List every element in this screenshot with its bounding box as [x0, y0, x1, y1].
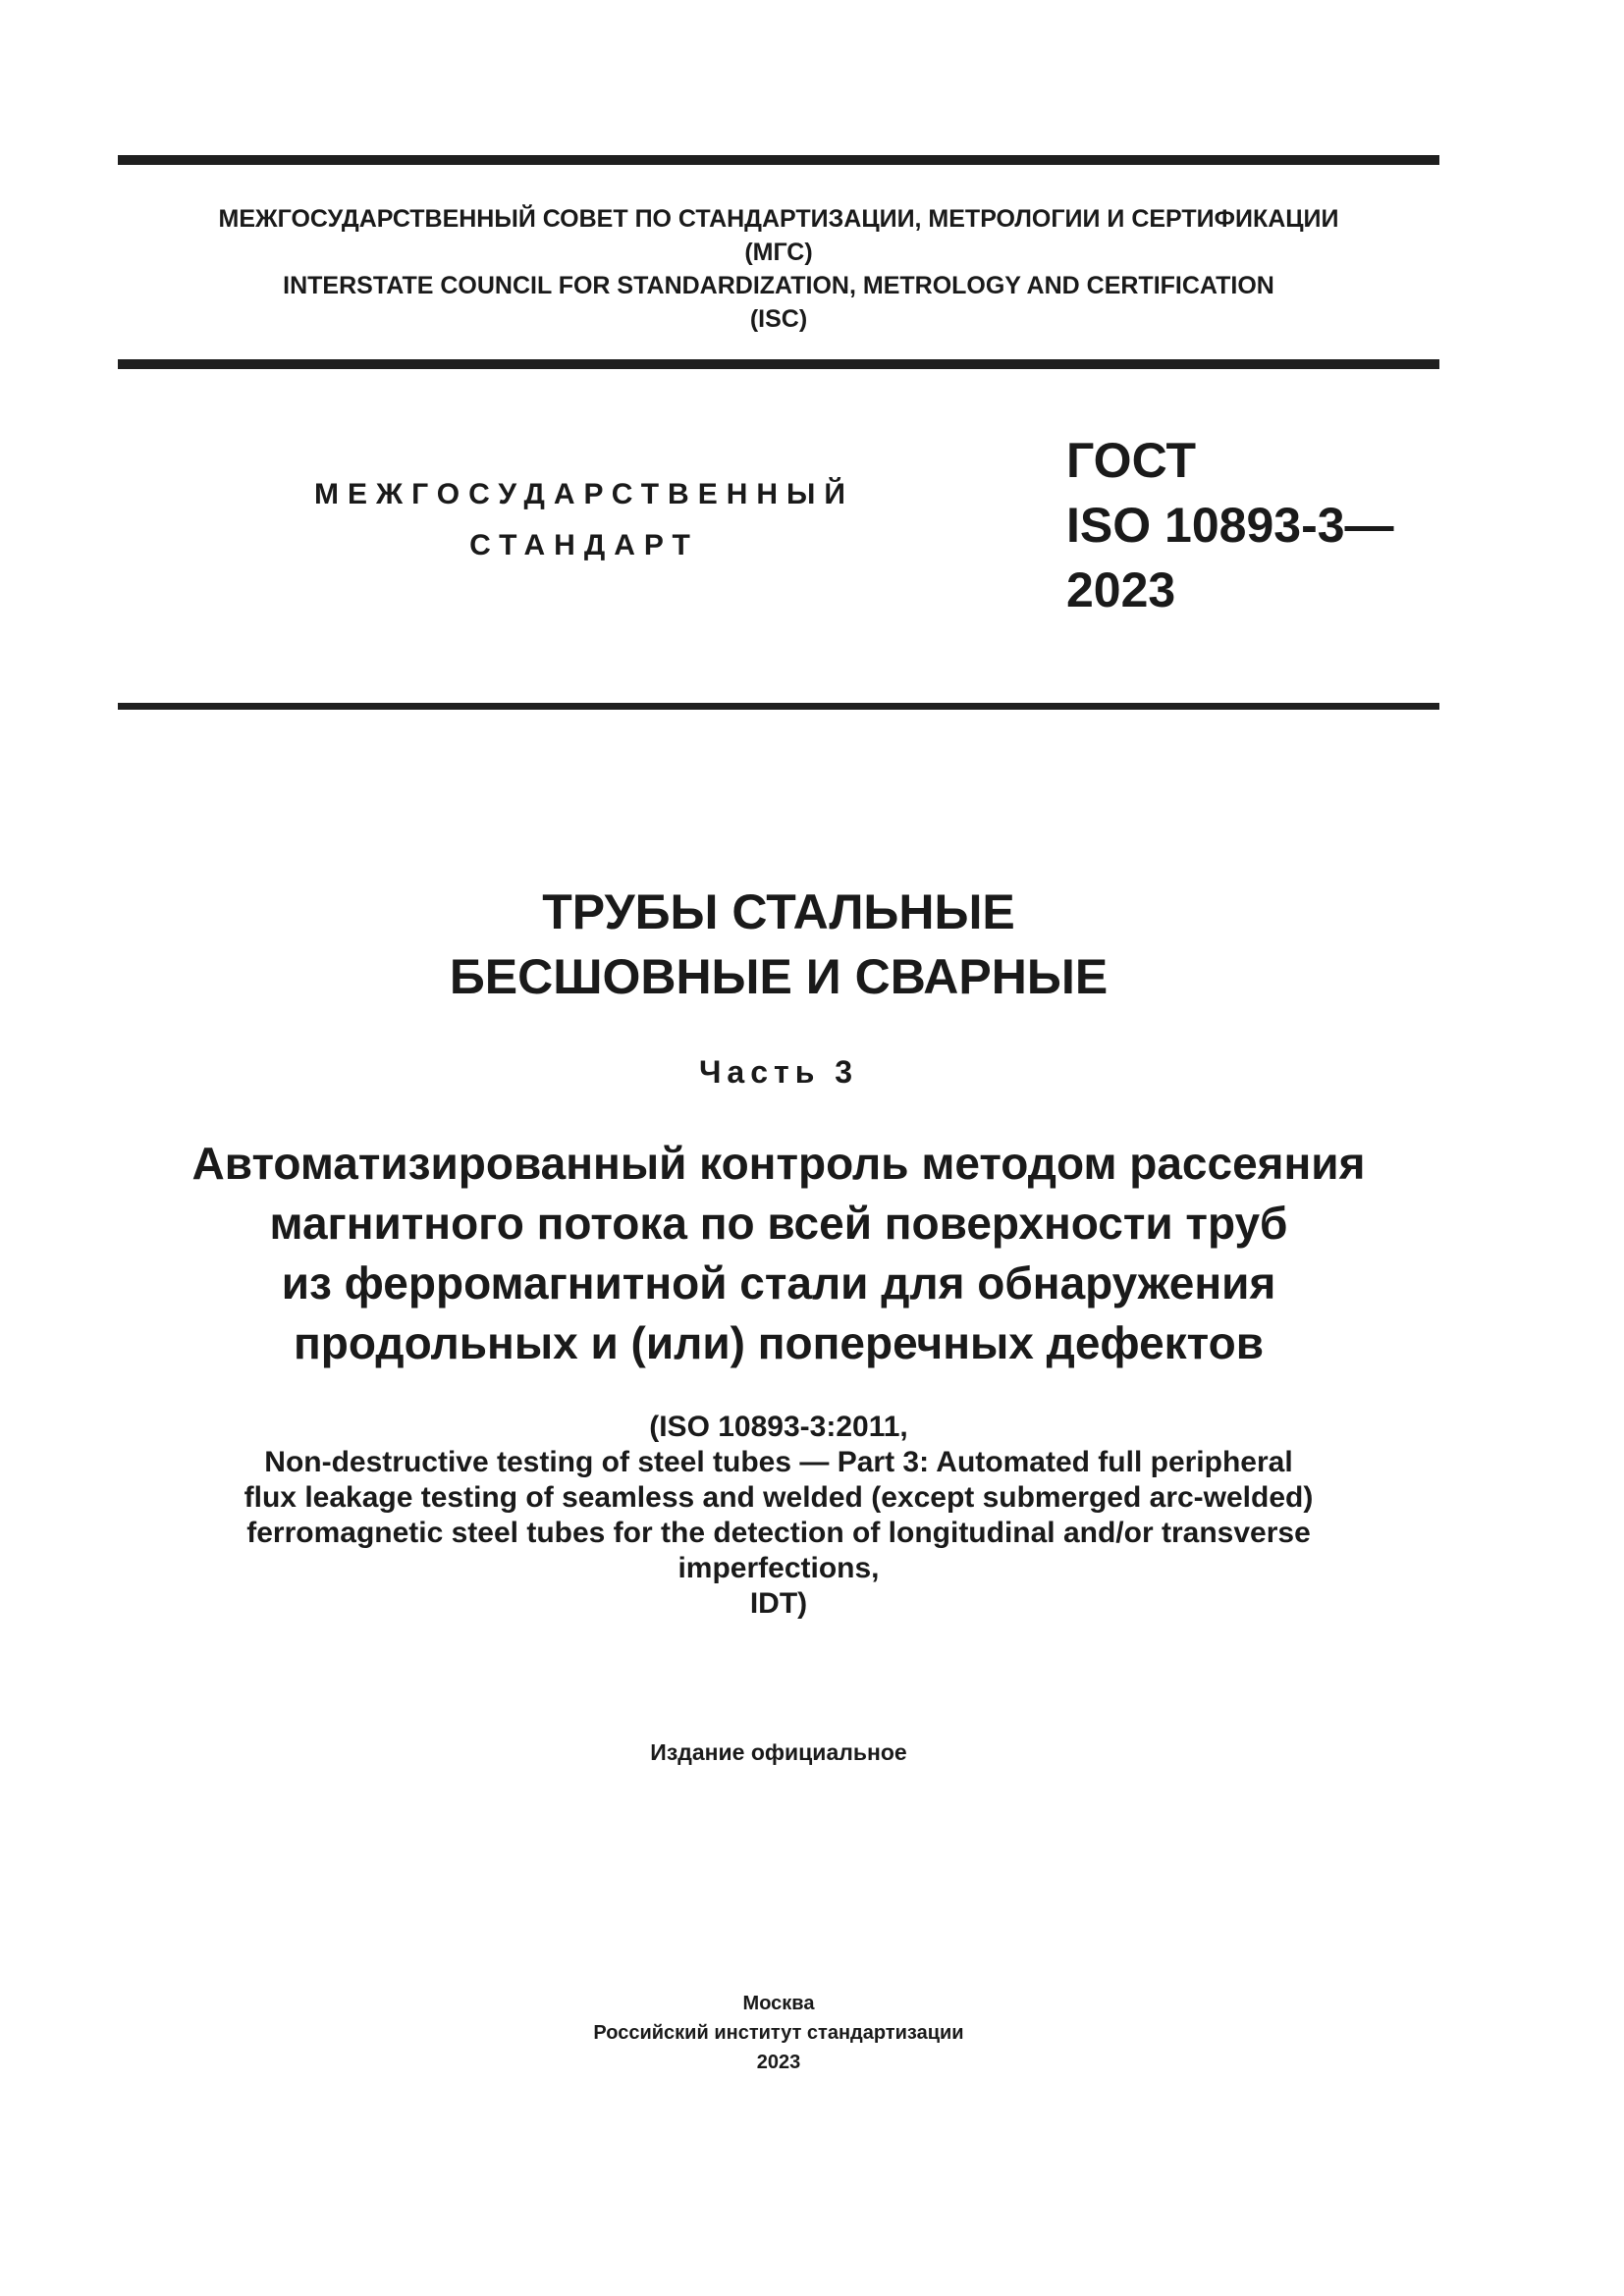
imprint-year: 2023: [756, 2052, 801, 2073]
part-label: Часть 3: [698, 1054, 859, 1090]
intl-line6: IDT): [749, 1587, 808, 1620]
document-subtitle: [118, 1134, 1439, 1373]
title-line1: ТРУБЫ СТАЛЬНЫЕ: [542, 884, 1015, 939]
standard-number-line3: 2023: [1066, 562, 1176, 617]
standard-number-line2: ISO 10893-3—: [1066, 498, 1394, 553]
intl-line1: (ISO 10893-3:2011,: [649, 1411, 908, 1443]
standard-type: [245, 469, 923, 571]
subtitle-line2: магнитного потока по всей поверхности труб: [269, 1198, 1288, 1249]
council-name-ru: МЕЖГОСУДАРСТВЕННЫЙ СОВЕТ ПО СТАНДАРТИЗАЦИИ, МЕТРОЛОГИИ И СЕРТИФИКАЦИИ: [218, 205, 1339, 233]
standard-type-line1: МЕЖГОСУДАРСТВЕННЫЙ: [314, 478, 854, 510]
edition-label: Издание официальное: [650, 1739, 907, 1765]
standard-number: [1066, 428, 1479, 622]
imprint: [118, 1989, 1439, 2077]
international-reference: [118, 1410, 1439, 1622]
intl-line2: Non-destructive testing of steel tubes — Part 3: Automated full peripheral: [264, 1446, 1293, 1478]
imprint-city: Москва: [742, 1993, 815, 2014]
council-name-en: INTERSTATE COUNCIL FOR STANDARDIZATION, METROLOGY AND CERTIFICATION: [283, 272, 1274, 299]
title-line2: БЕСШОВНЫЕ И СВАРНЫЕ: [449, 949, 1109, 1004]
council-abbr-ru: (МГС): [744, 239, 813, 266]
standard-type-line2: СТАНДАРТ: [469, 529, 699, 561]
council-abbr-en: (ISC): [749, 305, 808, 333]
council-header: [118, 202, 1439, 336]
council-rule: [118, 359, 1439, 369]
subtitle-line3: из ферромагнитной стали для обнаружения: [281, 1257, 1276, 1308]
intl-line4: ferromagnetic steel tubes for the detection of longitudinal and/or transverse: [246, 1517, 1311, 1549]
subtitle-line1: Автоматизированный контроль методом рассеяния: [191, 1138, 1366, 1189]
subtitle-line4: продольных и (или) поперечных дефектов: [294, 1317, 1264, 1368]
document-title: [118, 880, 1439, 1009]
top-rule: [118, 155, 1439, 165]
imprint-publisher: Российский институт стандартизации: [593, 2022, 964, 2044]
standard-rule: [118, 703, 1439, 710]
intl-line3: flux leakage testing of seamless and welded (except submerged arc-welded): [244, 1481, 1314, 1514]
intl-line5: imperfections,: [677, 1552, 880, 1584]
standard-number-line1: ГОСТ: [1066, 433, 1196, 488]
